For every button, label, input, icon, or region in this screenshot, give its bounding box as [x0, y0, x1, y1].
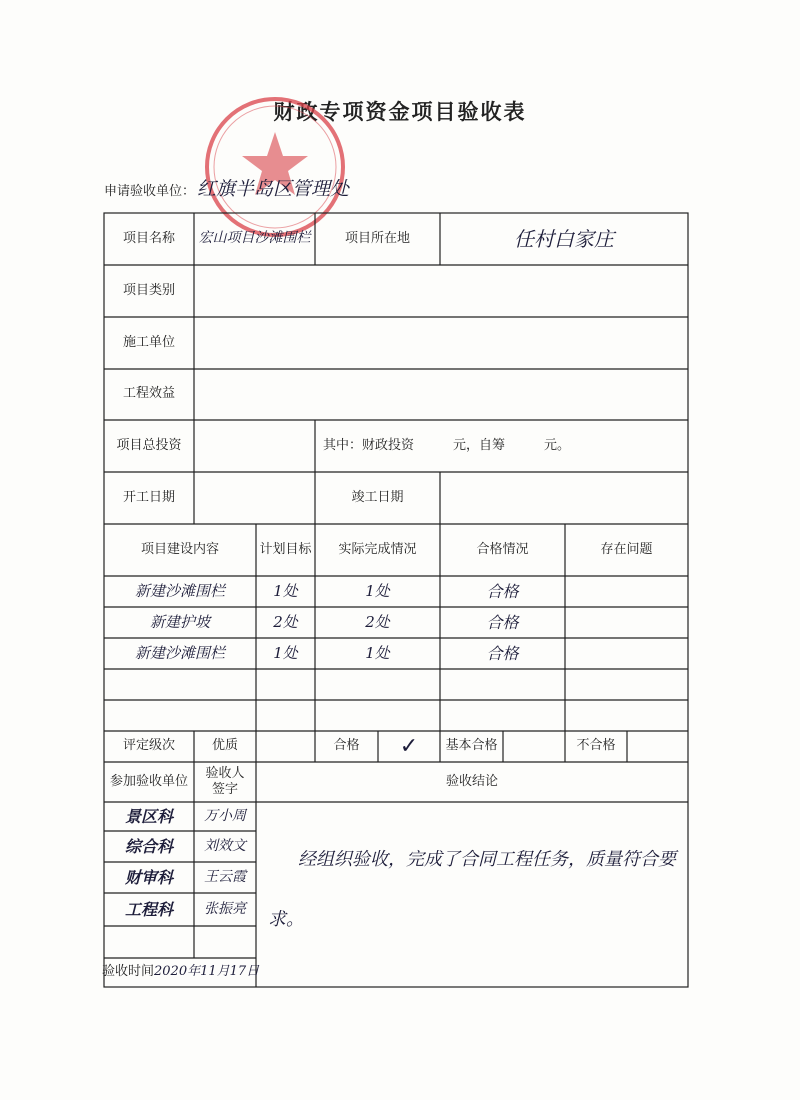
row1-actual: 1处 — [365, 582, 390, 601]
benefit-label: 工程效益 — [122, 386, 175, 402]
header-content: 项目建设内容 — [140, 541, 219, 557]
header-result: 合格情况 — [476, 541, 529, 557]
signer-4: 张振亮 — [204, 900, 246, 917]
accept-time-row — [100, 958, 260, 987]
location-label: 项目所在地 — [344, 230, 410, 246]
category-label: 项目类别 — [122, 282, 175, 298]
row2-content: 新建护坡 — [149, 613, 210, 632]
row3-result: 合格 — [486, 643, 519, 663]
investment-label: 项目总投资 — [116, 437, 182, 453]
row3-plan: 1处 — [273, 644, 298, 663]
accept-time-value: 2020年11月17日 — [154, 964, 260, 980]
unit-3: 财审科 — [124, 867, 173, 887]
applicant-value: 红旗半岛区管理处 — [197, 178, 350, 200]
project-name-value: 宏山项目沙滩围栏 — [198, 230, 311, 247]
location-value: 任村白家庄 — [514, 226, 614, 251]
row1-plan: 1处 — [273, 582, 298, 601]
conclusion-text: 经组织验收，完成了合同工程任务，质量符合要求。 — [268, 849, 676, 930]
accept-time-label: 验收时间 — [102, 964, 155, 980]
conclusion-label: 验收结论 — [445, 773, 498, 789]
row3-content: 新建沙滩围栏 — [134, 644, 225, 663]
signer-label: 验收人签字 — [205, 765, 245, 797]
row2-plan: 2处 — [273, 613, 298, 632]
header-issues: 存在问题 — [600, 541, 653, 557]
rating-fail: 不合格 — [576, 738, 616, 754]
start-date-label: 开工日期 — [122, 489, 175, 505]
project-name-label: 项目名称 — [122, 230, 175, 246]
form-title: 财政专项资金项目验收表 — [273, 100, 527, 124]
signer-2: 刘效文 — [204, 837, 246, 854]
rating-pass: 合格 — [333, 738, 360, 754]
unit-2: 综合科 — [124, 836, 173, 856]
applicant-label: 申请验收单位： — [104, 184, 196, 199]
row3-actual: 1处 — [365, 644, 390, 663]
row1-result: 合格 — [486, 581, 519, 601]
row1-content: 新建沙滩围栏 — [134, 582, 225, 601]
unit-4: 工程科 — [124, 899, 173, 919]
rating-excellent: 优质 — [211, 738, 238, 754]
row2-actual: 2处 — [365, 613, 390, 632]
units-label: 参加验收单位 — [109, 773, 188, 789]
rating-label: 评定级次 — [122, 738, 175, 754]
rating-pass-check-mark: ✓ — [399, 733, 419, 759]
signer-3: 王云霞 — [204, 868, 246, 885]
unit-1: 景区科 — [124, 806, 173, 826]
end-date-label: 竣工日期 — [351, 489, 404, 505]
header-plan: 计划目标 — [259, 541, 312, 557]
investment-breakdown: 其中：财政投资 元，自筹 元。 — [323, 437, 571, 453]
row2-result: 合格 — [486, 612, 519, 632]
header-actual: 实际完成情况 — [338, 541, 417, 557]
contractor-label: 施工单位 — [122, 334, 175, 350]
signer-1: 万小周 — [204, 807, 246, 824]
rating-basic-pass: 基本合格 — [445, 738, 498, 754]
